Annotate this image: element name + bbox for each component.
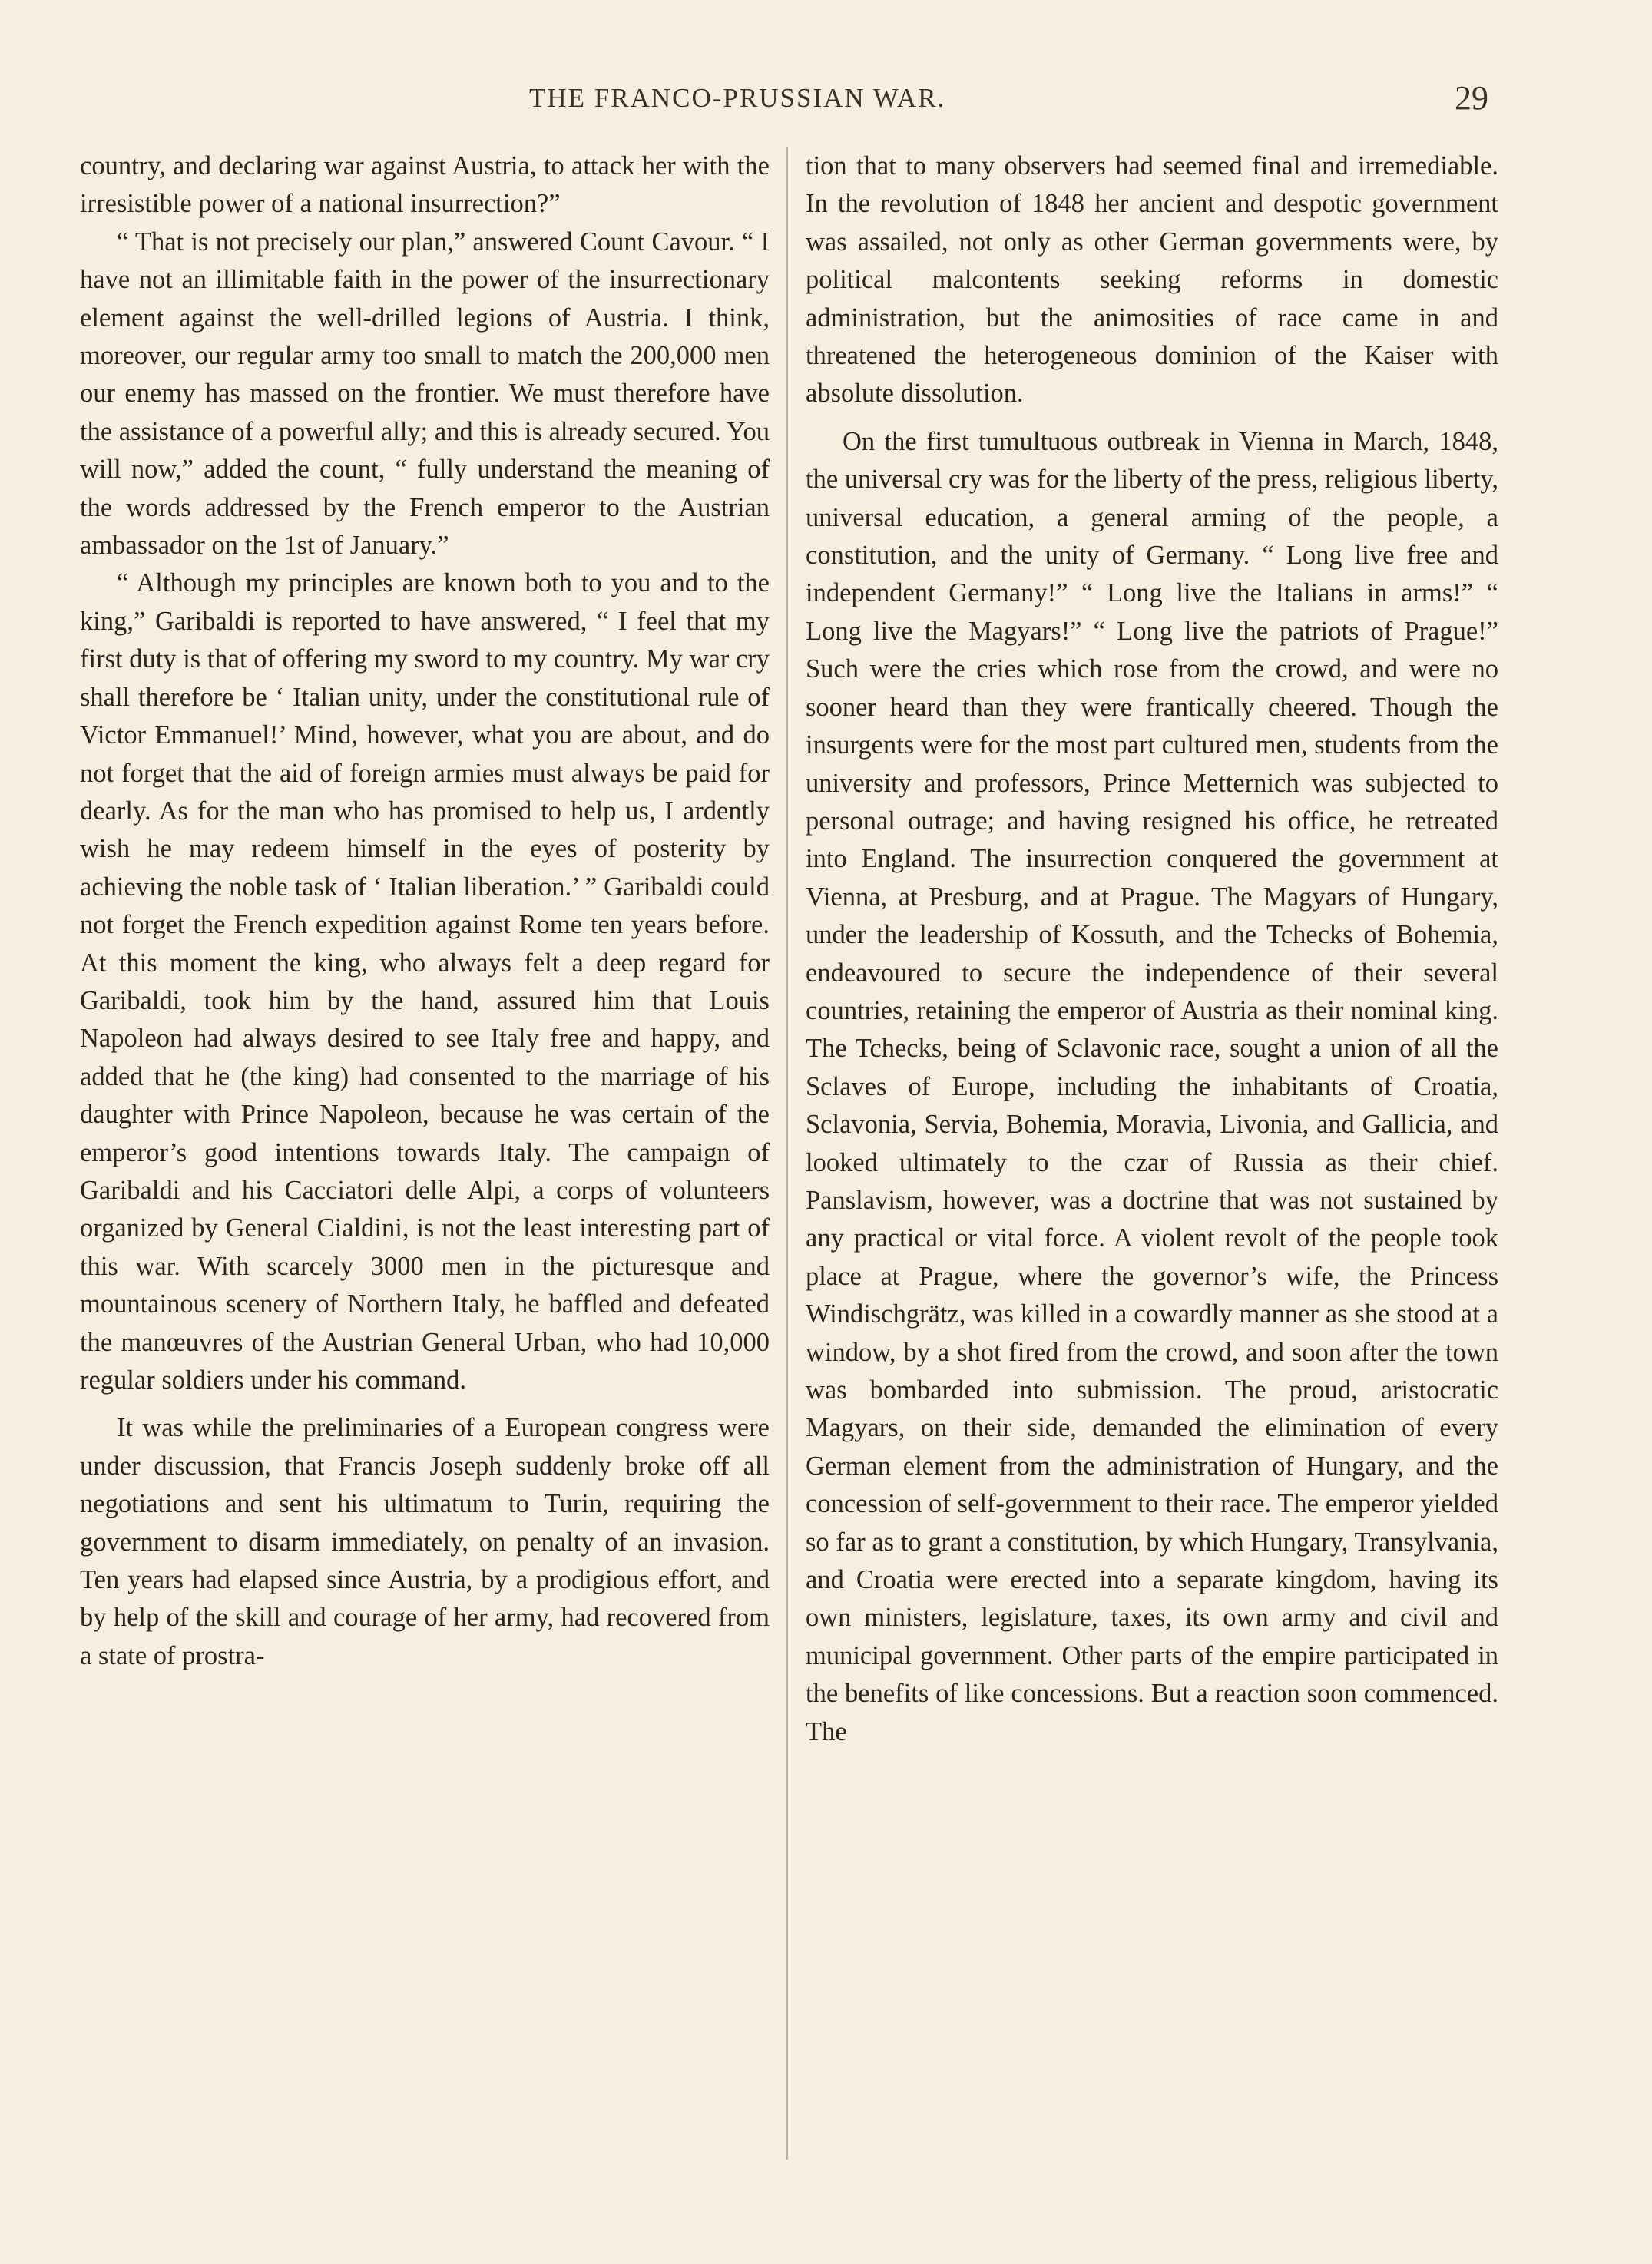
left-column bbox=[80, 147, 770, 1675]
right-column bbox=[806, 147, 1498, 1751]
left-paragraph-4: It was while the preliminaries of a European congress were under discussion, that Francis Joseph suddenly broke off all negotiations and sent his ultimatum to Turin, requiring the government to disarm immediately, on penalty of an invasion. Ten years had elapsed since Austria, by a prodigious effort, and by help of the skill and courage of her army, had recovered from a state of prostra- bbox=[80, 1413, 770, 1670]
left-paragraph-2: “ That is not precisely our plan,” answered Count Cavour. “ I have not an illimitable faith in the power of the insurrectionary element against the well-drilled legions of Austria. I think, moreover, our regular army too small to match the 200,000 men our enemy has massed on the frontier. We must therefore have the assistance of a powerful ally; and this is already secured. You will now,” added the count, “ fully understand the meaning of the words addressed by the French emperor to the Austrian ambassador on the 1st of January.” bbox=[80, 227, 770, 561]
column-divider bbox=[786, 147, 788, 2160]
page-number: 29 bbox=[1455, 79, 1488, 117]
right-paragraph-2: On the first tumultuous outbreak in Vienna in March, 1848, the universal cry was for the liberty of the press, religious liberty, universal education, a general arming of the people, a constitution, and the unity of Germany. “ Long live free and independent Germany!” “ Long live the Italians in arms!” “ Long live the Magyars!” “ Long live the patriots of Prague!” Such were the cries which rose from the crowd, and were no sooner heard than they were frantically cheered. Though the insurgents were for the most part cultured men, students from the university and professors, Prince Metternich was subjected to personal outrage; and having resigned his office, he retreated into England. The insurrection conquered the government at Vienna, at Presburg, and at Prague. The Magyars of Hungary, under the leadership of Kossuth, and the Tchecks of Bohemia, endeavoured to secure the independence of their several countries, retaining the emperor of Austria as their nominal king. The Tchecks, being of Sclavonic race, sought a union of all the Sclaves of Europe, including the inhabitants of Croatia, Sclavonia, Servia, Bohemia, Moravia, Livonia, and Gallicia, and looked ultimately to the czar of Russia as their chief. Panslavism, however, was a doctrine that was not sustained by any practical or vital force. A violent revolt of the people took place at Prague, where the governor’s wife, the Princess Windischgrätz, was killed in a cowardly manner as she stood at a window, by a shot fired from the crowd, and soon after the town was bombarded into submission. The proud, aristocratic Magyars, on their side, demanded the elimination of every German element from the administration of Hungary, and the concession of self-government to their race. The emperor yielded so far as to grant a constitution, by which Hungary, Transylvania, and Croatia were erected into a separate kingdom, having its own ministers, legislature, taxes, its own army and civil and municipal government. Other parts of the empire participated in the benefits of like concessions. But a reaction soon commenced. The bbox=[806, 426, 1498, 1746]
right-paragraph-1: tion that to many observers had seemed final and irremediable. In the revolution of 1848 her ancient and despotic government was assailed, not only as other German governments were, by political malcontents seeking reforms in domestic administration, but the animosities of race came in and threatened the heterogeneous dominion of the Kaiser with absolute dissolution. bbox=[806, 151, 1498, 409]
left-paragraph-1: country, and declaring war against Austria, to attack her with the irresistible power of a national insurrection?” bbox=[80, 151, 770, 219]
left-paragraph-3: “ Although my principles are known both to you and to the king,” Garibaldi is reported to have answered, “ I feel that my first duty is that of offering my sword to my country. My war cry shall therefore be ‘ Italian unity, under the constitutional rule of Victor Emmanuel!’ Mind, however, what you are about, and do not forget that the aid of foreign armies must always be paid for dearly. As for the man who has promised to help us, I ardently wish he may redeem himself in the eyes of posterity by achieving the noble task of ‘ Italian liberation.’ ” Garibaldi could not forget the French expedition against Rome ten years before. At this moment the king, who always felt a deep regard for Garibaldi, took him by the hand, assured him that Louis Napoleon had always desired to see Italy free and happy, and added that he (the king) had consented to the marriage of his daughter with Prince Napoleon, because he was certain of the emperor’s good intentions towards Italy. The campaign of Garibaldi and his Cacciatori delle Alpi, a corps of volunteers organized by General Cialdini, is not the least interesting part of this war. With scarcely 3000 men in the picturesque and mountainous scenery of Northern Italy, he baffled and defeated the manœuvres of the Austrian General Urban, who had 10,000 regular soldiers under his command. bbox=[80, 568, 770, 1395]
running-head bbox=[0, 79, 1652, 126]
running-title: THE FRANCO-PRUSSIAN WAR. bbox=[529, 83, 946, 113]
